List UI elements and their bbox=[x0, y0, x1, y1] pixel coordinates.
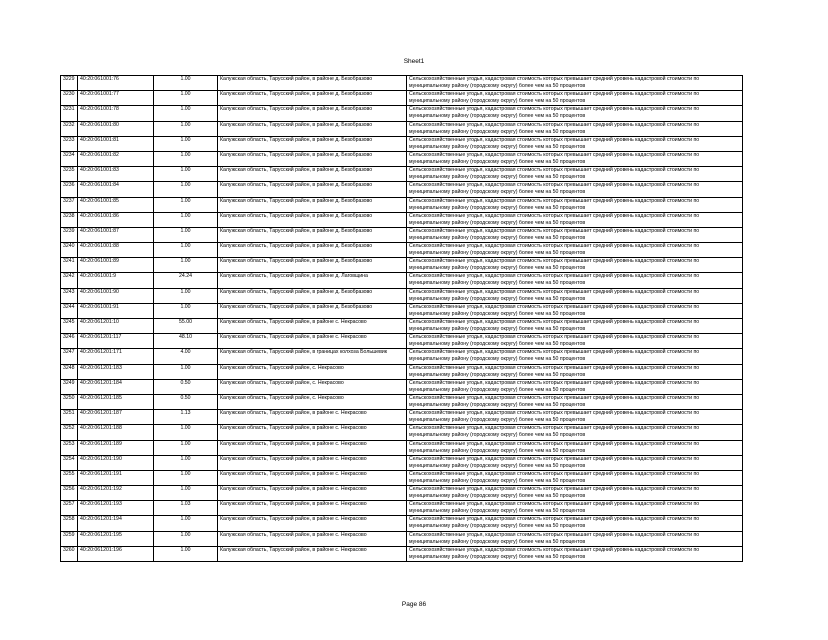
area-value: 1.00 bbox=[154, 76, 218, 91]
row-number: 3231 bbox=[61, 106, 78, 121]
row-number: 3259 bbox=[61, 531, 78, 546]
table-row bbox=[61, 136, 743, 151]
address-cell: Калужская область, Тарусский район, в районе д. Безобразово bbox=[218, 182, 407, 197]
land-category-line-2: муниципальному району (городскому округу) более чем на 50 процентов bbox=[409, 98, 586, 105]
land-category-line-2: муниципальному району (городскому округу) более чем на 50 процентов bbox=[409, 477, 586, 484]
land-category-line-2: муниципальному району (городскому округу) более чем на 50 процентов bbox=[409, 204, 586, 211]
table-row bbox=[61, 470, 743, 485]
land-category-line-1: Сельскохозяйственные угодья, кадастровая стоимость которых превышает средний уровень кадастровой стоимости по bbox=[409, 455, 700, 462]
land-category-line-2: муниципальному району (городскому округу) более чем на 50 процентов bbox=[409, 493, 586, 500]
address-cell: Калужская область, Тарусский район, в районе д. Безобразово bbox=[218, 212, 407, 227]
land-category-cell bbox=[407, 334, 743, 349]
table-row bbox=[61, 288, 743, 303]
land-category-line-2: муниципальному району (городскому округу) более чем на 50 процентов bbox=[409, 234, 586, 241]
row-number: 3255 bbox=[61, 470, 78, 485]
table-row bbox=[61, 531, 743, 546]
cadastral-number: 40:20:061201:193 bbox=[78, 501, 154, 516]
land-category-line-1: Сельскохозяйственные угодья, кадастровая стоимость которых превышает средний уровень кадастровой стоимости по bbox=[409, 167, 700, 174]
row-number: 3242 bbox=[61, 273, 78, 288]
row-number: 3243 bbox=[61, 288, 78, 303]
land-category-cell bbox=[407, 227, 743, 242]
cadastral-number: 40:20:061201:188 bbox=[78, 425, 154, 440]
area-value: 1.00 bbox=[154, 288, 218, 303]
land-category-cell bbox=[407, 121, 743, 136]
cadastral-number: 40:20:061201:196 bbox=[78, 546, 154, 561]
land-category-line-2: муниципальному району (городскому округу) более чем на 50 процентов bbox=[409, 158, 586, 165]
land-category-line-2: муниципальному району (городскому округу) более чем на 50 процентов bbox=[409, 174, 586, 181]
cadastral-number: 40:20:061001:76 bbox=[78, 76, 154, 91]
cadastral-number: 40:20:061201:10 bbox=[78, 319, 154, 334]
address-cell: Калужская область, Тарусский район, в районе д. Безобразово bbox=[218, 136, 407, 151]
row-number: 3246 bbox=[61, 334, 78, 349]
cadastral-number: 40:20:061001:86 bbox=[78, 212, 154, 227]
land-category-cell bbox=[407, 76, 743, 91]
row-number: 3234 bbox=[61, 151, 78, 166]
land-category-line-2: муниципальному району (городскому округу) более чем на 50 процентов bbox=[409, 128, 586, 135]
land-category-cell bbox=[407, 106, 743, 121]
area-value: 1.00 bbox=[154, 440, 218, 455]
address-cell: Калужская область, Тарусский район, в районе д. Безобразово bbox=[218, 258, 407, 273]
land-category-cell bbox=[407, 364, 743, 379]
cadastral-number: 40:20:061001:91 bbox=[78, 303, 154, 318]
land-category-cell bbox=[407, 425, 743, 440]
cadastral-number: 40:20:061201:171 bbox=[78, 349, 154, 364]
land-category-line-1: Сельскохозяйственные угодья, кадастровая стоимость которых превышает средний уровень кадастровой стоимости по bbox=[409, 106, 700, 113]
row-number: 3232 bbox=[61, 121, 78, 136]
land-category-cell bbox=[407, 501, 743, 516]
table-row bbox=[61, 516, 743, 531]
address-cell: Калужская область, Тарусский район, в районе д. Безобразово bbox=[218, 151, 407, 166]
address-cell: Калужская область, Тарусский район, в районе с. Некрасово bbox=[218, 516, 407, 531]
sheet-title: Sheet1 bbox=[403, 58, 425, 65]
area-value: 1.00 bbox=[154, 182, 218, 197]
address-cell: Калужская область, Тарусский район, в районе с. Некрасово bbox=[218, 410, 407, 425]
land-category-line-2: муниципальному району (городскому округу) более чем на 50 процентов bbox=[409, 508, 586, 515]
land-category-line-1: Сельскохозяйственные угодья, кадастровая стоимость которых превышает средний уровень кадастровой стоимости по bbox=[409, 91, 700, 98]
table-row bbox=[61, 303, 743, 318]
land-category-cell bbox=[407, 243, 743, 258]
row-number: 3244 bbox=[61, 303, 78, 318]
land-category-line-2: муниципальному району (городскому округу) более чем на 50 процентов bbox=[409, 265, 586, 272]
area-value: 55.00 bbox=[154, 319, 218, 334]
land-category-line-1: Сельскохозяйственные угодья, кадастровая стоимость которых превышает средний уровень кадастровой стоимости по bbox=[409, 243, 700, 250]
land-category-line-1: Сельскохозяйственные угодья, кадастровая стоимость которых превышает средний уровень кадастровой стоимости по bbox=[409, 303, 700, 310]
table-row bbox=[61, 273, 743, 288]
land-category-line-2: муниципальному району (городскому округу) более чем на 50 процентов bbox=[409, 371, 586, 378]
area-value: 1.00 bbox=[154, 258, 218, 273]
area-value: 1.00 bbox=[154, 364, 218, 379]
land-category-line-2: муниципальному району (городскому округу) более чем на 50 процентов bbox=[409, 326, 586, 332]
area-value: 1.00 bbox=[154, 151, 218, 166]
area-value: 1.00 bbox=[154, 91, 218, 106]
land-category-line-2: муниципальному району (городскому округу) более чем на 50 процентов bbox=[409, 523, 586, 530]
cadastral-number: 40:20:061201:187 bbox=[78, 410, 154, 425]
land-category-cell bbox=[407, 212, 743, 227]
land-category-line-1: Сельскохозяйственные угодья, кадастровая стоимость которых превышает средний уровень кадастровой стоимости по bbox=[409, 273, 700, 280]
land-category-line-2: муниципальному району (городскому округу) более чем на 50 процентов bbox=[409, 83, 586, 89]
cadastral-number: 40:20:061201:194 bbox=[78, 516, 154, 531]
land-category-line-1: Сельскохозяйственные угодья, кадастровая стоимость которых превышает средний уровень кадастровой стоимости по bbox=[409, 151, 700, 158]
table-row bbox=[61, 440, 743, 455]
area-value: 0.50 bbox=[154, 379, 218, 394]
table-row bbox=[61, 182, 743, 197]
table-row bbox=[61, 546, 743, 561]
table-row bbox=[61, 486, 743, 501]
cadastral-number: 40:20:061001:89 bbox=[78, 258, 154, 273]
land-category-line-2: муниципальному району (городскому округу) более чем на 50 процентов bbox=[409, 113, 586, 120]
table-row bbox=[61, 349, 743, 364]
area-value: 1.00 bbox=[154, 121, 218, 136]
land-category-cell bbox=[407, 91, 743, 106]
area-value: 48.10 bbox=[154, 334, 218, 349]
land-category-line-2: муниципальному району (городскому округу) более чем на 50 процентов bbox=[409, 432, 586, 439]
cadastral-number: 40:20:061001:88 bbox=[78, 243, 154, 258]
land-category-cell bbox=[407, 167, 743, 182]
table-row bbox=[61, 91, 743, 106]
land-category-line-1: Сельскохозяйственные угодья, кадастровая стоимость которых превышает средний уровень кадастровой стоимости по bbox=[409, 379, 700, 386]
table-row bbox=[61, 167, 743, 182]
land-category-line-2: муниципальному району (городскому округу) более чем на 50 процентов bbox=[409, 280, 586, 287]
address-cell: Калужская область, Тарусский район, в районе д. Безобразово bbox=[218, 167, 407, 182]
table-row bbox=[61, 410, 743, 425]
cadastral-number: 40:20:061001:85 bbox=[78, 197, 154, 212]
land-category-cell bbox=[407, 546, 743, 561]
row-number: 3251 bbox=[61, 410, 78, 425]
area-value: 1.00 bbox=[154, 486, 218, 501]
land-category-line-1: Сельскохозяйственные угодья, кадастровая стоимость которых превышает средний уровень кадастровой стоимости по bbox=[409, 546, 700, 553]
table-row bbox=[61, 258, 743, 273]
cadastral-number: 40:20:061001:82 bbox=[78, 151, 154, 166]
table-row bbox=[61, 394, 743, 409]
address-cell: Калужская область, Тарусский район, в районе д. Безобразово bbox=[218, 227, 407, 242]
land-category-line-1: Сельскохозяйственные угодья, кадастровая стоимость которых превышает средний уровень кадастровой стоимости по bbox=[409, 76, 700, 82]
address-cell: Калужская область, Тарусский район, в районе с. Некрасово bbox=[218, 546, 407, 561]
address-cell: Калужская область, Тарусский район, в районе с. Некрасово bbox=[218, 425, 407, 440]
row-number: 3253 bbox=[61, 440, 78, 455]
area-value: 4.00 bbox=[154, 349, 218, 364]
land-category-cell bbox=[407, 394, 743, 409]
land-category-cell bbox=[407, 182, 743, 197]
land-category-cell bbox=[407, 470, 743, 485]
cadastral-number: 40:20:061001:78 bbox=[78, 106, 154, 121]
row-number: 3229 bbox=[61, 76, 78, 91]
land-category-cell bbox=[407, 531, 743, 546]
land-category-cell bbox=[407, 136, 743, 151]
land-category-line-1: Сельскохозяйственные угодья, кадастровая стоимость которых превышает средний уровень кадастровой стоимости по bbox=[409, 121, 700, 128]
area-value: 1.00 bbox=[154, 136, 218, 151]
cadastral-number: 40:20:061001:90 bbox=[78, 288, 154, 303]
address-cell: Калужская область, Тарусский район, в районе с. Некрасово bbox=[218, 334, 407, 349]
row-number: 3236 bbox=[61, 182, 78, 197]
row-number: 3238 bbox=[61, 212, 78, 227]
area-value: 1.00 bbox=[154, 167, 218, 182]
land-category-line-1: Сельскохозяйственные угодья, кадастровая стоимость которых превышает средний уровень кадастровой стоимости по bbox=[409, 425, 700, 432]
address-cell: Калужская область, Тарусский район, в районе с. Некрасово bbox=[218, 486, 407, 501]
land-category-line-2: муниципальному району (городскому округу) более чем на 50 процентов bbox=[409, 553, 586, 560]
area-value: 1.00 bbox=[154, 197, 218, 212]
area-value: 1.03 bbox=[154, 501, 218, 516]
land-category-cell bbox=[407, 288, 743, 303]
table-row bbox=[61, 106, 743, 121]
land-category-line-1: Сельскохозяйственные угодья, кадастровая стоимость которых превышает средний уровень кадастровой стоимости по bbox=[409, 258, 700, 265]
address-cell: Калужская область, Тарусский район, в районе д. Безобразово bbox=[218, 303, 407, 318]
land-category-line-1: Сельскохозяйственные угодья, кадастровая стоимость которых превышает средний уровень кадастровой стоимости по bbox=[409, 136, 700, 143]
cadastral-number: 40:20:061201:191 bbox=[78, 470, 154, 485]
address-cell: Калужская область, Тарусский район, в районе с. Некрасово bbox=[218, 531, 407, 546]
row-number: 3240 bbox=[61, 243, 78, 258]
cadastral-number: 40:20:061201:190 bbox=[78, 455, 154, 470]
land-category-cell bbox=[407, 440, 743, 455]
land-category-line-2: муниципальному району (городскому округу) более чем на 50 процентов bbox=[409, 341, 586, 348]
land-category-line-1: Сельскохозяйственные угодья, кадастровая стоимость которых превышает средний уровень кадастровой стоимости по bbox=[409, 349, 700, 356]
area-value: 0.50 bbox=[154, 394, 218, 409]
cadastral-number: 40:20:061201:195 bbox=[78, 531, 154, 546]
row-number: 3254 bbox=[61, 455, 78, 470]
address-cell: Калужская область, Тарусский район, в районе с. Некрасово bbox=[218, 501, 407, 516]
row-number: 3256 bbox=[61, 486, 78, 501]
row-number: 3260 bbox=[61, 546, 78, 561]
land-category-line-2: муниципальному району (городскому округу) более чем на 50 процентов bbox=[409, 310, 586, 317]
land-category-cell bbox=[407, 410, 743, 425]
land-category-cell bbox=[407, 197, 743, 212]
row-number: 3248 bbox=[61, 364, 78, 379]
row-number: 3237 bbox=[61, 197, 78, 212]
land-category-line-1: Сельскохозяйственные угодья, кадастровая стоимость которых превышает средний уровень кадастровой стоимости по bbox=[409, 531, 700, 538]
land-category-line-1: Сельскохозяйственные угодья, кадастровая стоимость которых превышает средний уровень кадастровой стоимости по bbox=[409, 319, 700, 325]
cadastral-number: 40:20:061001:9 bbox=[78, 273, 154, 288]
table-row bbox=[61, 121, 743, 136]
land-category-line-2: муниципальному району (городскому округу) более чем на 50 процентов bbox=[409, 401, 586, 408]
row-number: 3230 bbox=[61, 91, 78, 106]
row-number: 3252 bbox=[61, 425, 78, 440]
land-category-line-2: муниципальному району (городскому округу) более чем на 50 процентов bbox=[409, 447, 586, 454]
land-category-cell bbox=[407, 379, 743, 394]
table-row bbox=[61, 501, 743, 516]
row-number: 3250 bbox=[61, 394, 78, 409]
area-value: 1.00 bbox=[154, 531, 218, 546]
cadastral-number: 40:20:061001:83 bbox=[78, 167, 154, 182]
address-cell: Калужская область, Тарусский район, в районе с. Некрасово bbox=[218, 470, 407, 485]
row-number: 3247 bbox=[61, 349, 78, 364]
address-cell: Калужская область, Тарусский район, в районе с. Некрасово bbox=[218, 455, 407, 470]
land-category-line-2: муниципальному району (городскому округу) более чем на 50 процентов bbox=[409, 462, 586, 469]
row-number: 3233 bbox=[61, 136, 78, 151]
area-value: 1.00 bbox=[154, 303, 218, 318]
table-row bbox=[61, 379, 743, 394]
address-cell: Калужская область, Тарусский район, в районе д. Безобразово bbox=[218, 197, 407, 212]
table-row bbox=[61, 364, 743, 379]
address-cell: Калужская область, Тарусский район, в районе д. Лаговщина bbox=[218, 273, 407, 288]
row-number: 3241 bbox=[61, 258, 78, 273]
page-number: Page 86 bbox=[401, 601, 427, 608]
table-row bbox=[61, 334, 743, 349]
address-cell: Калужская область, Тарусский район, с. Некрасово bbox=[218, 364, 407, 379]
table-body bbox=[61, 76, 743, 562]
land-category-line-1: Сельскохозяйственные угодья, кадастровая стоимость которых превышает средний уровень кадастровой стоимости по bbox=[409, 394, 700, 401]
land-category-line-1: Сельскохозяйственные угодья, кадастровая стоимость которых превышает средний уровень кадастровой стоимости по bbox=[409, 288, 700, 295]
land-category-cell bbox=[407, 319, 743, 334]
row-number: 3239 bbox=[61, 227, 78, 242]
land-category-line-2: муниципальному району (городскому округу) более чем на 50 процентов bbox=[409, 538, 586, 545]
land-category-line-2: муниципальному району (городскому округу) более чем на 50 процентов bbox=[409, 143, 586, 150]
table-row bbox=[61, 197, 743, 212]
land-category-cell bbox=[407, 516, 743, 531]
land-category-line-2: муниципальному району (городскому округу) более чем на 50 процентов bbox=[409, 386, 586, 393]
address-cell: Калужская область, Тарусский район, в районе с. Некрасово bbox=[218, 319, 407, 334]
area-value: 24.24 bbox=[154, 273, 218, 288]
land-category-line-1: Сельскохозяйственные угодья, кадастровая стоимость которых превышает средний уровень кадастровой стоимости по bbox=[409, 197, 700, 204]
area-value: 1.00 bbox=[154, 243, 218, 258]
land-category-line-1: Сельскохозяйственные угодья, кадастровая стоимость которых превышает средний уровень кадастровой стоимости по bbox=[409, 182, 700, 189]
row-number: 3235 bbox=[61, 167, 78, 182]
land-category-line-1: Сельскохозяйственные угодья, кадастровая стоимость которых превышает средний уровень кадастровой стоимости по bbox=[409, 364, 700, 371]
land-category-line-2: муниципальному району (городскому округу) более чем на 50 процентов bbox=[409, 417, 586, 424]
cadastral-number: 40:20:061001:87 bbox=[78, 227, 154, 242]
cadastral-number: 40:20:061201:185 bbox=[78, 394, 154, 409]
area-value: 1.00 bbox=[154, 455, 218, 470]
land-category-cell bbox=[407, 455, 743, 470]
area-value: 1.00 bbox=[154, 425, 218, 440]
address-cell: Калужская область, Тарусский район, с. Некрасово bbox=[218, 379, 407, 394]
cadastral-table bbox=[60, 75, 743, 562]
area-value: 1.00 bbox=[154, 470, 218, 485]
land-category-line-1: Сельскохозяйственные угодья, кадастровая стоимость которых превышает средний уровень кадастровой стоимости по bbox=[409, 516, 700, 523]
table-row bbox=[61, 243, 743, 258]
area-value: 1.00 bbox=[154, 212, 218, 227]
land-category-line-1: Сельскохозяйственные угодья, кадастровая стоимость которых превышает средний уровень кадастровой стоимости по bbox=[409, 486, 700, 493]
area-value: 1.00 bbox=[154, 516, 218, 531]
table-row bbox=[61, 319, 743, 334]
land-category-cell bbox=[407, 486, 743, 501]
land-category-line-1: Сельскохозяйственные угодья, кадастровая стоимость которых превышает средний уровень кадастровой стоимости по bbox=[409, 501, 700, 508]
area-value: 1.00 bbox=[154, 106, 218, 121]
land-category-line-2: муниципальному району (городскому округу) более чем на 50 процентов bbox=[409, 189, 586, 196]
land-category-cell bbox=[407, 151, 743, 166]
address-cell: Калужская область, Тарусский район, в границах колхоза Большевик bbox=[218, 349, 407, 364]
land-category-line-2: муниципальному району (городскому округу) более чем на 50 процентов bbox=[409, 250, 586, 257]
land-category-cell bbox=[407, 349, 743, 364]
cadastral-number: 40:20:061001:80 bbox=[78, 121, 154, 136]
land-category-line-1: Сельскохозяйственные угодья, кадастровая стоимость которых превышает средний уровень кадастровой стоимости по bbox=[409, 470, 700, 477]
area-value: 1.00 bbox=[154, 546, 218, 561]
land-category-line-2: муниципальному району (городскому округу) более чем на 50 процентов bbox=[409, 295, 586, 302]
land-category-line-1: Сельскохозяйственные угодья, кадастровая стоимость которых превышает средний уровень кадастровой стоимости по bbox=[409, 410, 700, 417]
cadastral-number: 40:20:061201:189 bbox=[78, 440, 154, 455]
land-category-line-2: муниципальному району (городскому округу) более чем на 50 процентов bbox=[409, 356, 586, 363]
cadastral-number: 40:20:061001:84 bbox=[78, 182, 154, 197]
row-number: 3258 bbox=[61, 516, 78, 531]
area-value: 1.13 bbox=[154, 410, 218, 425]
cadastral-number: 40:20:061001:77 bbox=[78, 91, 154, 106]
land-category-line-1: Сельскохозяйственные угодья, кадастровая стоимость которых превышает средний уровень кадастровой стоимости по bbox=[409, 227, 700, 234]
table-row bbox=[61, 425, 743, 440]
address-cell: Калужская область, Тарусский район, в районе д. Безобразово bbox=[218, 91, 407, 106]
cadastral-number: 40:20:061201:183 bbox=[78, 364, 154, 379]
address-cell: Калужская область, Тарусский район, в районе д. Безобразово bbox=[218, 121, 407, 136]
land-category-line-1: Сельскохозяйственные угодья, кадастровая стоимость которых превышает средний уровень кадастровой стоимости по bbox=[409, 212, 700, 219]
area-value: 1.00 bbox=[154, 227, 218, 242]
row-number: 3249 bbox=[61, 379, 78, 394]
land-category-line-1: Сельскохозяйственные угодья, кадастровая стоимость которых превышает средний уровень кадастровой стоимости по bbox=[409, 334, 700, 341]
cadastral-number: 40:20:061201:192 bbox=[78, 486, 154, 501]
cadastral-number: 40:20:061001:81 bbox=[78, 136, 154, 151]
table-row bbox=[61, 151, 743, 166]
cadastral-number: 40:20:061201:117 bbox=[78, 334, 154, 349]
address-cell: Калужская область, Тарусский район, в районе д. Безобразово bbox=[218, 76, 407, 91]
table-row bbox=[61, 76, 743, 91]
table-row bbox=[61, 227, 743, 242]
address-cell: Калужская область, Тарусский район, в районе с. Некрасово bbox=[218, 440, 407, 455]
address-cell: Калужская область, Тарусский район, в районе д. Безобразово bbox=[218, 288, 407, 303]
row-number: 3245 bbox=[61, 319, 78, 334]
cadastral-number: 40:20:061201:184 bbox=[78, 379, 154, 394]
address-cell: Калужская область, Тарусский район, в районе д. Безобразово bbox=[218, 106, 407, 121]
land-category-cell bbox=[407, 303, 743, 318]
land-category-cell bbox=[407, 273, 743, 288]
row-number: 3257 bbox=[61, 501, 78, 516]
table-row bbox=[61, 455, 743, 470]
table-row bbox=[61, 212, 743, 227]
address-cell: Калужская область, Тарусский район, в районе д. Безобразово bbox=[218, 243, 407, 258]
address-cell: Калужская область, Тарусский район, с. Некрасово bbox=[218, 394, 407, 409]
land-category-cell bbox=[407, 258, 743, 273]
land-category-line-2: муниципальному району (городскому округу) более чем на 50 процентов bbox=[409, 219, 586, 226]
land-category-line-1: Сельскохозяйственные угодья, кадастровая стоимость которых превышает средний уровень кадастровой стоимости по bbox=[409, 440, 700, 447]
